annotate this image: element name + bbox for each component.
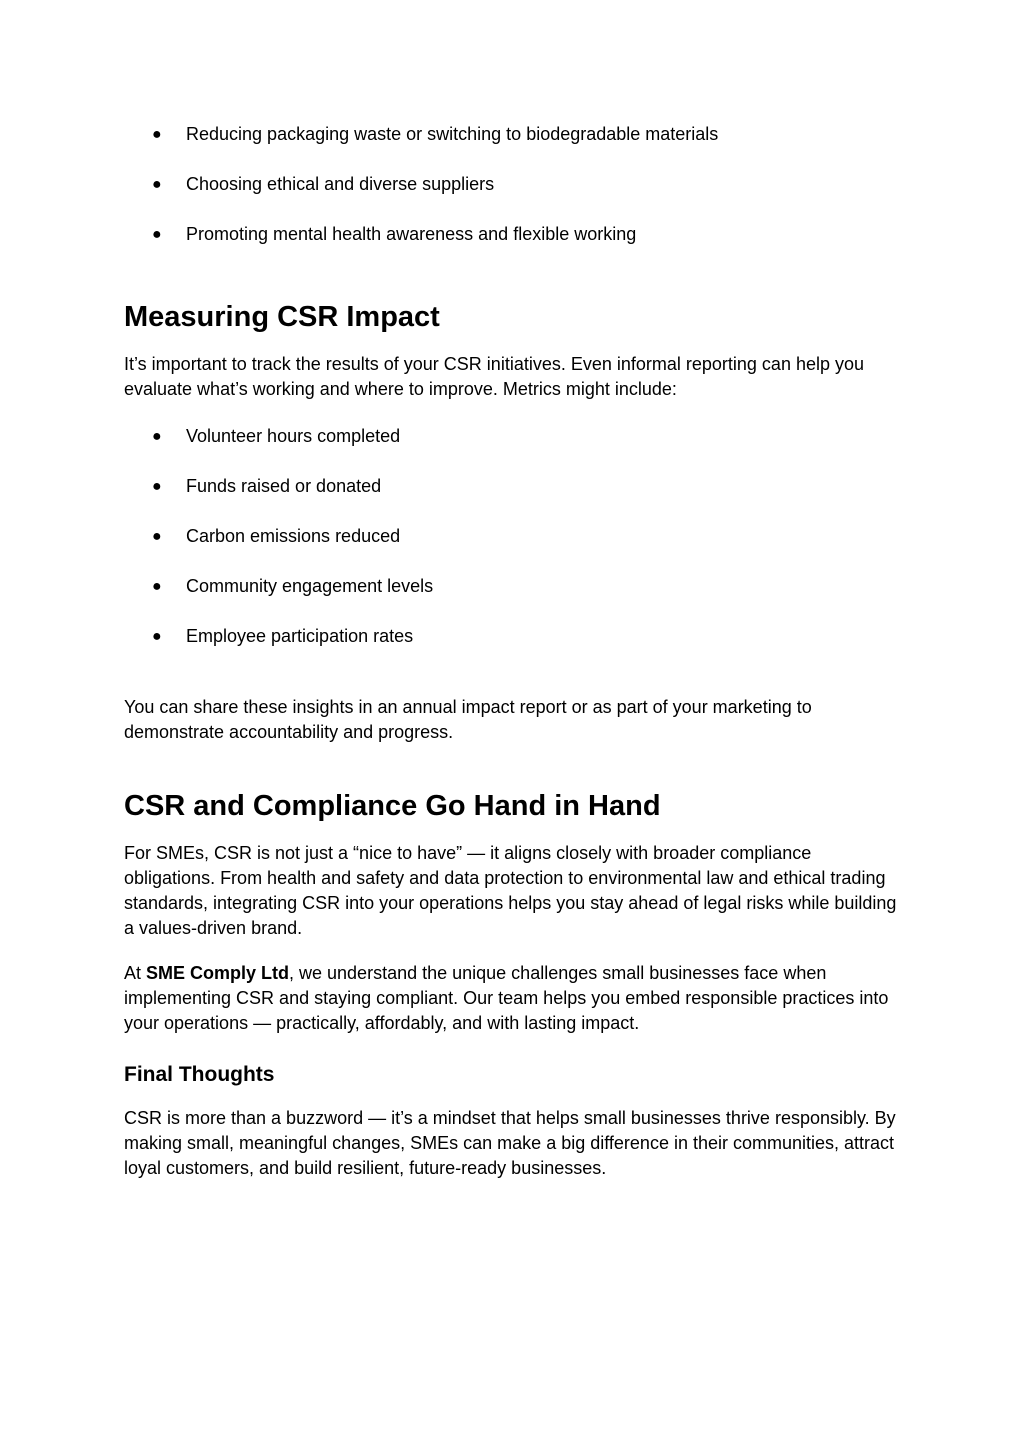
- initiatives-list: [124, 122, 904, 247]
- list-item: [124, 524, 904, 549]
- bullet-icon: ●: [152, 528, 162, 545]
- list-item-text: Community engagement levels: [186, 576, 434, 596]
- final-thoughts-heading: Final Thoughts: [124, 1063, 275, 1086]
- document-content: [124, 122, 904, 1181]
- list-item-text: Promoting mental health awareness and flexible working: [186, 224, 637, 244]
- paragraph-prefix: At: [124, 963, 147, 983]
- list-item: [124, 574, 904, 599]
- company-name: SME Comply Ltd: [146, 963, 290, 983]
- measuring-heading: Measuring CSR Impact: [124, 301, 440, 333]
- paragraph-suffix: , we understand the unique challenges small businesses face when implementing CSR and staying compliant. Our team helps you embed responsible practices into your operations — practically, affordably, and with lasting impact.: [124, 963, 889, 1033]
- bullet-icon: ●: [152, 226, 162, 243]
- metrics-list: [124, 424, 904, 649]
- bullet-icon: ●: [152, 126, 162, 143]
- bullet-icon: ●: [152, 628, 162, 645]
- compliance-heading: CSR and Compliance Go Hand in Hand: [124, 790, 661, 822]
- list-item-text: Volunteer hours completed: [186, 426, 401, 446]
- compliance-paragraph-2: [124, 961, 904, 1036]
- bullet-icon: ●: [152, 428, 162, 445]
- bullet-icon: ●: [152, 176, 162, 193]
- list-item: [124, 424, 904, 449]
- measuring-closing: You can share these insights in an annual impact report or as part of your marketing to demonstrate accountability and progress.: [124, 697, 812, 742]
- list-item: [124, 474, 904, 499]
- compliance-paragraph-1: For SMEs, CSR is not just a “nice to have” — it aligns closely with broader compliance obligations. From health and safety and data protection to environmental law and ethical trading standards, integrating CSR into your operations helps you stay ahead of legal risks while building a values-driven brand.: [124, 843, 897, 938]
- list-item: [124, 122, 904, 147]
- list-item-text: Employee participation rates: [186, 626, 414, 646]
- list-item-text: Funds raised or donated: [186, 476, 382, 496]
- list-item: [124, 624, 904, 649]
- measuring-intro: It’s important to track the results of your CSR initiatives. Even informal reporting can help you evaluate what’s working and where to improve. Metrics might include:: [124, 354, 865, 399]
- list-item-text: Carbon emissions reduced: [186, 526, 401, 546]
- list-item: [124, 172, 904, 197]
- bullet-icon: ●: [152, 478, 162, 495]
- bullet-icon: ●: [152, 578, 162, 595]
- final-thoughts-text: CSR is more than a buzzword — it’s a mindset that helps small businesses thrive responsibly. By making small, meaningful changes, SMEs can make a big difference in their communities, attract loyal customers, and build resilient, future-ready businesses.: [124, 1108, 896, 1178]
- list-item-text: Reducing packaging waste or switching to biodegradable materials: [186, 124, 719, 144]
- list-item-text: Choosing ethical and diverse suppliers: [186, 174, 495, 194]
- list-item: [124, 222, 904, 247]
